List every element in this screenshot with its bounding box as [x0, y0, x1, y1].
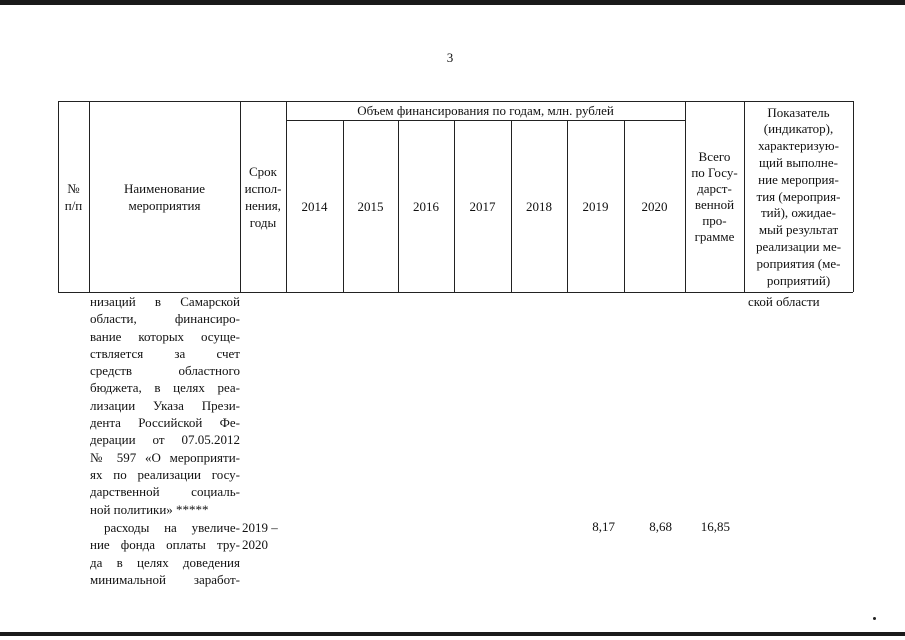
header-year-2020: 2020 [641, 198, 668, 214]
header-term: Срок испол- нения, годы [244, 163, 282, 230]
header-year-2014: 2014 [301, 198, 328, 214]
row2-total: 16,85 [700, 519, 730, 534]
header-year-2017: 2017 [469, 198, 496, 214]
scan-speck [873, 617, 876, 620]
header-number: № п/п [64, 180, 83, 213]
row2-value-2019: 8,17 [592, 519, 615, 534]
bottom-border [0, 632, 905, 636]
header-year-2018: 2018 [526, 198, 552, 214]
row2-term: 2019 – 2020 [242, 520, 278, 553]
header-funding: Объем финансирования по годам, млн. рублей [357, 103, 614, 118]
header-year-2019: 2019 [582, 198, 609, 214]
row1-indicator: ской области [748, 294, 820, 309]
top-border [0, 0, 905, 5]
row2-value-2020: 8,68 [649, 519, 672, 534]
row2-name: расходы на увеличе- ние фонда оплаты тру- да в целях доведения минимальной заработ- [90, 520, 240, 587]
page-number: 3 [446, 50, 454, 65]
header-name: Наименование мероприятия [124, 180, 205, 213]
header-total: Всего по Госу- дарст- венной про- грамме [691, 148, 738, 244]
grid-line [853, 101, 854, 292]
header-year-2015: 2015 [357, 198, 384, 214]
row1-name: низаций в Самарской области, финансиро- вание которых осуще- ствляется за счет средств областного бюджета, в целях реа- лизации Указа Прези- дента Российской Фе- дерации от 07.05.2012 № 597 «О мероприяти- ях по реализации госу- дарственной социаль- ной политики» ***** [90, 294, 240, 517]
header-year-2016: 2016 [413, 198, 439, 214]
header-indicator: Показатель (индикатор), характеризую- щий выполне- ние мероприя- тия (мероприя- тий), ожидае- мый результат реализации ме- роприятия (ме- роприятий) [755, 104, 842, 288]
